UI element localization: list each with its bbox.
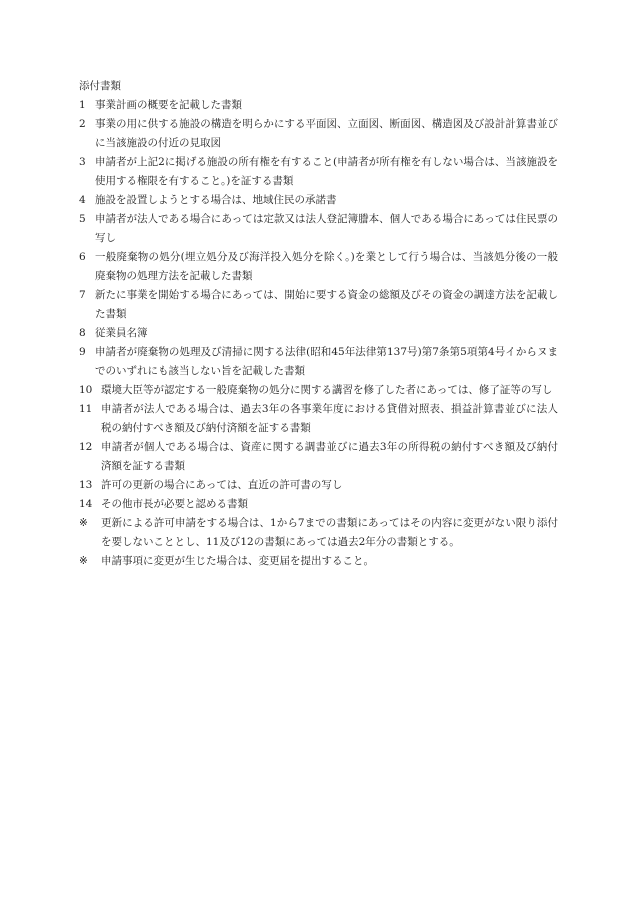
attachments-section (78, 77, 558, 571)
item-number: 9 (79, 346, 86, 358)
list-item (78, 381, 558, 400)
list-item (78, 476, 558, 495)
note-text: 申請事項に変更が生じた場合は、変更届を提出すること。 (101, 555, 374, 567)
note-text: 更新による許可申請をする場合は、1から7までの書類にあってはその内容に変更がない限り添付を要しないこととし、11及び12の書類にあっては過去2年分の書類とする。 (101, 517, 558, 548)
list-item (78, 248, 558, 286)
item-text: 申請者が法人である場合は、過去3年の各事業年度における貸借対照表、損益計算書並びに法人税の納付すべき額及び納付済額を証する書類 (101, 403, 558, 434)
item-text: 許可の更新の場合にあっては、直近の許可書の写し (101, 479, 343, 491)
section-heading: 添付書類 (79, 80, 121, 92)
item-number: 4 (79, 194, 86, 206)
list-item (78, 210, 558, 248)
item-number: 10 (79, 384, 93, 396)
list-item (78, 438, 558, 476)
list-item (78, 191, 558, 210)
list-item (78, 400, 558, 438)
item-text: 申請者が法人である場合にあっては定款又は法人登記簿謄本、個人である場合にあっては住民票の写し (95, 213, 558, 244)
list-item (78, 96, 558, 115)
item-number: 2 (79, 118, 86, 130)
item-text: 申請者が上記2に掲げる施設の所有権を有すること(申請者が所有権を有しない場合は、当該施設を使用する権限を有すること。)を証する書類 (95, 156, 558, 187)
list-item (78, 153, 558, 191)
item-text: 施設を設置しようとする場合は、地域住民の承諾書 (95, 194, 337, 206)
item-number: 14 (79, 498, 93, 510)
item-number: 11 (79, 403, 93, 415)
item-text: 事業計画の概要を記載した書類 (95, 99, 242, 111)
item-text: 申請者が個人である場合は、資産に関する調書並びに過去3年の所得税の納付すべき額及び納付済額を証する書類 (101, 441, 558, 472)
list-item (78, 343, 558, 381)
item-number: 12 (79, 441, 93, 453)
note-item (78, 552, 558, 571)
list-item (78, 115, 558, 153)
note-mark: ※ (79, 517, 88, 529)
list-item (78, 495, 558, 514)
item-text: 一般廃棄物の処分(埋立処分及び海洋投入処分を除く。)を業として行う場合は、当該処分後の一般廃棄物の処理方法を記載した書類 (95, 251, 558, 282)
item-text: 環境大臣等が認定する一般廃棄物の処分に関する講習を修了した者にあっては、修了証等の写し (101, 384, 553, 396)
list-item (78, 286, 558, 324)
item-number: 5 (79, 213, 86, 225)
item-text: 新たに事業を開始する場合にあっては、開始に要する資金の総額及びその資金の調達方法を記載した書類 (95, 289, 558, 320)
item-text: 事業の用に供する施設の構造を明らかにする平面図、立面図、断面図、構造図及び設計計算書並びに当該施設の付近の見取図 (95, 118, 558, 149)
item-number: 1 (79, 99, 86, 111)
item-number: 3 (79, 156, 86, 168)
item-number: 13 (79, 479, 93, 491)
list-item (78, 324, 558, 343)
item-number: 7 (79, 289, 86, 301)
item-text: 申請者が廃棄物の処理及び清掃に関する法律(昭和45年法律第137号)第7条第5項第4号イからヌまでのいずれにも該当しない旨を記載した書類 (95, 346, 558, 377)
item-number: 8 (79, 327, 86, 339)
item-text: 従業員名簿 (95, 327, 148, 339)
note-item (78, 514, 558, 552)
item-number: 6 (79, 251, 86, 263)
item-text: その他市長が必要と認める書類 (101, 498, 248, 510)
note-mark: ※ (79, 555, 88, 567)
